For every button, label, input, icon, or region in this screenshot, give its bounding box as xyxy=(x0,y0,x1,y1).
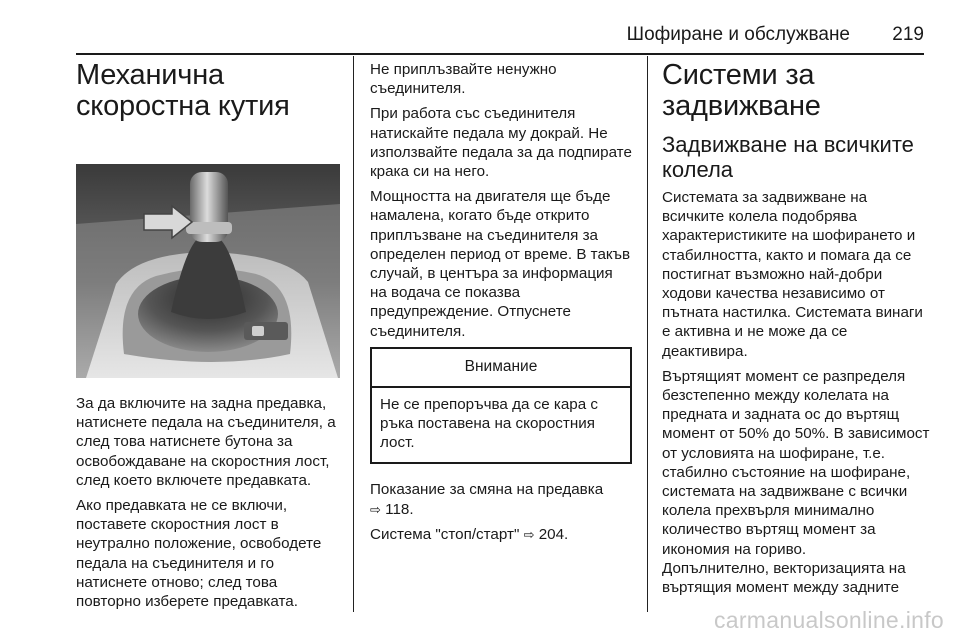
warning-title: Внимание xyxy=(372,349,630,388)
paragraph: Допълнително, векторизацията на въртящия момент между задните xyxy=(662,559,906,597)
paragraph: Мощността на двигателя ще бъде намалена, когато бъде открито приплъзване на съединителя за определен период от време. В такъв случай, в центъра за информация на водача се показва предупреждение. Отпуснете съединителя. xyxy=(370,188,631,340)
page-header xyxy=(76,20,924,58)
column-divider xyxy=(353,56,354,612)
page-link[interactable]: 204. xyxy=(538,525,569,543)
arrow-icon: ⇨ xyxy=(523,526,535,542)
paragraph: Системата за задвижване на всичките колела подобрява характеристиките на шофирането и стабилността, както и помага да се постигнат възможно най-добри ходови качества независимо от пътната настилка. Системата винаги е активна и не може да се деактивира. xyxy=(662,189,923,360)
cross-reference: Показание за смяна на предавка ⇨ 118. xyxy=(370,481,604,518)
column-middle xyxy=(370,60,632,544)
watermark: carmanualsonline.info xyxy=(713,607,944,633)
column-right xyxy=(662,60,930,597)
heading-manual-gearbox: Механична скоростна кутия xyxy=(76,59,290,122)
column-divider xyxy=(647,56,648,612)
subheading-awd: Задвижване на всичките колела xyxy=(662,132,914,182)
page-link[interactable]: 118. xyxy=(385,500,414,518)
paragraph: При работа със съединителя натискайте педала му докрай. Не използвайте педала за да подпирате крака си на него. xyxy=(370,105,632,181)
page-number: 219 xyxy=(892,24,924,45)
column-left xyxy=(76,60,342,611)
heading-drive-systems: Системи за задвижване xyxy=(662,59,821,122)
gear-lever-image xyxy=(76,164,340,378)
header-rule xyxy=(76,53,924,55)
paragraph: Въртящият момент се разпределя безстепенно между колелата на предната и задната ос до въртящ момент от 50% до 50%. В зависимост от условията на шофиране, т.е. стабилно състояние на шофиране, системата на задвижване с всички колела прехвърля минимално количество въртящ момент за икономия на гориво. xyxy=(662,367,930,558)
section-title: Шофиране и обслужване xyxy=(626,24,850,45)
paragraph: Не приплъзвайте ненужно съединителя. xyxy=(370,61,557,98)
arrow-icon: ⇨ xyxy=(370,501,381,517)
warning-box xyxy=(370,347,632,465)
cross-reference: Система "стоп/старт" ⇨ 204. xyxy=(370,525,569,543)
warning-body: Не се препоръчва да се кара с ръка поставена на скоростния лост. xyxy=(380,395,599,452)
paragraph: Ако предавката не се включи, поставете скоростния лост в неутрално положение, освободете педала на съединителя и го натиснете отново; след това повторно изберете предавката. xyxy=(76,497,322,611)
paragraph: За да включите на задна предавка, натиснете педала на съединителя, а след това натиснете бутона за освобождаване на скоростния лост, след което включете предавката. xyxy=(76,395,336,489)
